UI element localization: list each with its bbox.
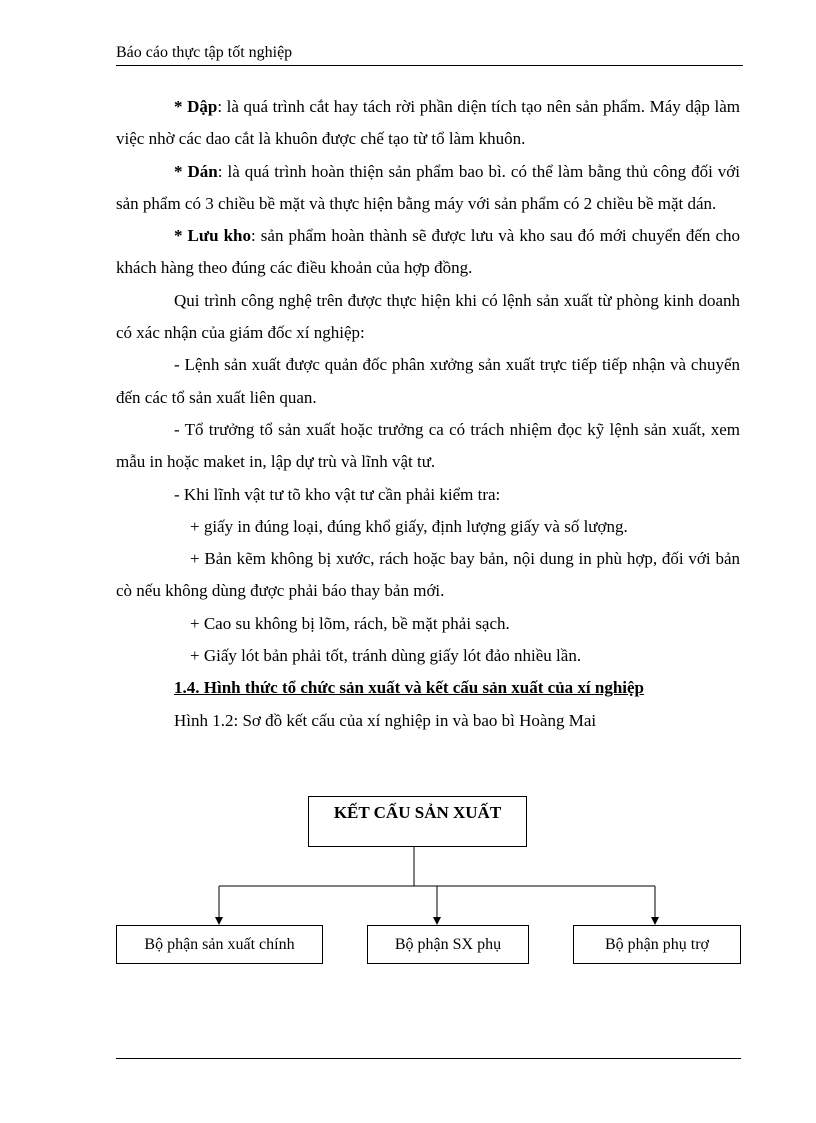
root-box: KẾT CẤU SẢN XUẤT	[308, 796, 527, 847]
paragraph-lenh-san-xuat: - Lệnh sản xuất được quản đốc phân xưởng sản xuất trực tiếp tiếp nhận và chuyển đến các tổ sản xuất liên quan.	[116, 355, 740, 407]
arrow-left-icon	[215, 917, 223, 925]
paragraph-to-truong: - Tổ trưởng tổ sản xuất hoặc trưởng ca có trách nhiệm đọc kỹ lệnh sản xuất, xem mẫu in hoặc maket in, lập dự trù và lĩnh vật tư.	[116, 419, 740, 472]
bullet-ban-kem: + Bản kẽm không bị xước, rách hoặc bay bản, nội dung in phù hợp, đối với bản cò nếu không dùng được phải báo thay bản mới.	[116, 549, 740, 601]
figure-caption: Hình 1.2: Sơ đồ kết cấu của xí nghiệp in và bao bì Hoàng Mai	[174, 710, 597, 730]
page-header-title: Báo cáo thực tập tốt nghiệp	[116, 44, 293, 61]
text-dan: : là quá trình hoàn thiện sản phẩm bao bì. có thể làm bằng thủ công đối với sản phẩm có 3 chiều bề mặt và thực hiện bằng máy với sản phẩm có 2 chiều bề mặt dán.	[116, 161, 741, 213]
paragraph-linh-vat-tu: - Khi lĩnh vật tư tõ kho vật tư cần phải kiểm tra:	[174, 484, 501, 504]
child-box-support: Bộ phận phụ trợ	[573, 925, 741, 964]
bullet-cao-su: + Cao su không bị lõm, rách, bề mặt phải sạch.	[190, 613, 510, 633]
bullet-giay-in: + giấy in đúng loại, đúng khổ giấy, định lượng giấy và số lượng.	[190, 516, 628, 536]
child-box-main: Bộ phận sản xuất chính	[116, 925, 323, 964]
term-dap: * Dập	[174, 97, 218, 116]
term-dan: * Dán	[174, 161, 218, 181]
child-box-secondary: Bộ phận SX phụ	[367, 925, 529, 964]
text-luu-kho: : sản phẩm hoàn thành sẽ được lưu và kho sau đó mới chuyển đến cho khách hàng theo đúng các điều khoản của hợp đồng.	[116, 226, 741, 278]
footer-rule	[116, 1058, 741, 1059]
arrow-right-icon	[651, 917, 659, 925]
term-luu-kho: * Lưu kho	[174, 226, 252, 246]
section-heading: 1.4. Hình thức tổ chức sản xuất và kết cấu sản xuất của xí nghiệp	[174, 678, 645, 698]
text-dap: : là quá trình cắt hay tách rời phần diện tích tạo nên sản phẩm. Máy dập làm việc nhờ các dao cắt là khuôn được chế tạo từ tổ làm khuôn.	[116, 97, 740, 149]
arrow-mid-icon	[433, 917, 441, 925]
bullet-giay-lot: + Giấy lót bản phải tốt, tránh dùng giấy lót đảo nhiều lần.	[190, 646, 582, 666]
paragraph-qui-trinh: Qui trình công nghệ trên được thực hiện khi có lệnh sản xuất từ phòng kinh doanh có xác nhận của giám đốc xí nghiệp:	[116, 290, 740, 343]
